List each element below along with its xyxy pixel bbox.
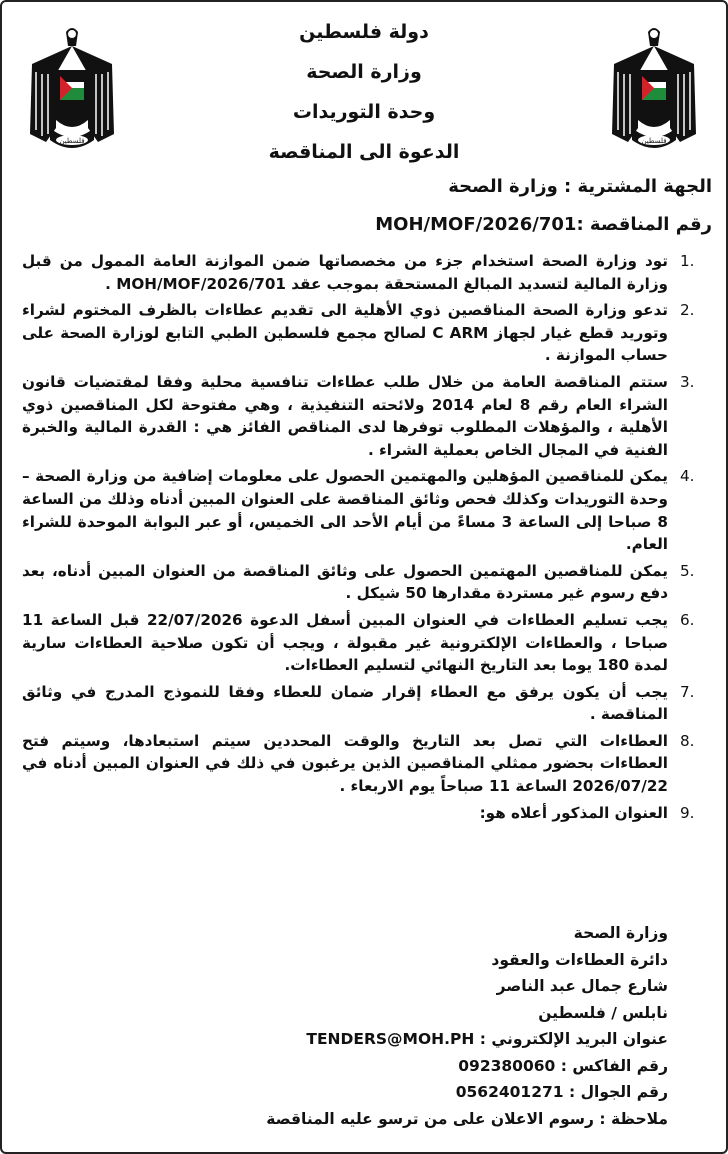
address-fax-row	[16, 1053, 668, 1080]
list-item	[16, 371, 712, 461]
list-item	[16, 250, 712, 295]
email-label: عنوان البريد الإلكتروني :	[479, 1030, 668, 1048]
item-number: .9	[680, 803, 695, 822]
tender-number: رقم المناقصة :MOH/MOF/2026/701	[375, 214, 712, 235]
header-unit: وحدة التوريدات	[292, 101, 436, 123]
item-text: يجب تسليم العطاءات في العنوان المبين أسفل الدعوة 22/07/2026 قبل الساعة 11 صباحا ، والعطاءات الإلكترونية غير مقبولة ، ويجب أن تكون صلاحية العطاءات سارية لمدة 180 يوما بعد التاريخ النهائي لتسليم العطاءات.	[22, 610, 668, 675]
item-number: .6	[680, 610, 695, 629]
address-street: شارع جمال عبد الناصر	[496, 977, 668, 995]
mobile-label: رقم الجوال :	[568, 1083, 668, 1101]
item-number: .5	[680, 561, 695, 580]
email-link[interactable]: TENDERS@MOH.PH	[306, 1030, 475, 1048]
item-text: العطاءات التي تصل بعد التاريخ والوقت المحددين سيتم استبعادها، وسيتم فتح العطاءات بحضور ممثلي المناقصين الذين يرغبون في ذلك في العنوان المبين أدناه في 2026/07/22 الساعة 11 صباحاً يوم الاربعاء .	[22, 731, 668, 796]
item-number: .4	[680, 467, 695, 486]
item-number: .7	[680, 682, 695, 701]
address-city: نابلس / فلسطين	[538, 1003, 668, 1022]
list-item	[16, 730, 712, 798]
item-text: العنوان المذكور أعلاه هو:	[479, 803, 668, 822]
item-number: .3	[680, 372, 695, 391]
list-item	[16, 465, 712, 555]
contact-address	[16, 920, 668, 1132]
header-ministry: وزارة الصحة	[306, 61, 422, 83]
item-text: تود وزارة الصحة استخدام جزء من مخصصاتها ضمن الموازنة العامة الممول من قبل وزارة المالية لتسديد المبالغ المستحقة بموجب عقد MOH/MOF/2026/701 .	[22, 252, 668, 293]
address-mobile-row	[16, 1079, 668, 1106]
address-ministry: وزارة الصحة	[573, 924, 668, 942]
list-item	[16, 299, 712, 367]
tender-items-list	[16, 250, 712, 828]
list-item	[16, 681, 712, 726]
item-text: يجب أن يكون يرفق مع العطاء إقرار ضمان للعطاء وفقا للنموذج المدرج في وثائق المناقصة .	[22, 682, 668, 724]
item-text: تدعو وزارة الصحة المناقصين ذوي الأهلية الى تقديم عطاءات بالظرف المختوم لشراء وتوريد قطع غيار لجهاز C ARM لصالح مجمع فلسطين الطبي التابع لوزارة الصحة على حساب الموازنة .	[22, 301, 668, 365]
purchasing-agency: الجهة المشترية : وزارة الصحة	[448, 176, 712, 197]
mobile-number: 0562401271	[455, 1083, 564, 1101]
emblem-caption: فلسطين	[641, 137, 667, 145]
fax-label: رقم الفاكس :	[560, 1056, 668, 1075]
item-text: ستتم المناقصة العامة من خلال طلب عطاءات تنافسية محلية وفقا لمقتضيات قانون الشراء العام رقم 8 لعام 2014 ولائحته التنفيذية ، وهي مفتوحة لكل المناقصين ذوي الأهلية ، والمؤهلات المطلوب توفرها لدى المناقص الفائز هي : القدرة المالية والخبرة الفنية في المجال الخاص بعملية الشراء .	[22, 372, 669, 459]
item-number: .2	[680, 301, 695, 320]
header-state: دولة فلسطين	[299, 21, 429, 43]
address-email-row	[16, 1026, 668, 1053]
address-department: دائرة العطاءات والعقود	[491, 950, 668, 969]
header-title: الدعوة الى المناقصة	[268, 141, 460, 163]
list-item	[16, 802, 712, 825]
notice-header	[2, 12, 726, 172]
item-text: يمكن للمناقصين المؤهلين والمهتمين الحصول على معلومات إضافية من وزارة الصحة – وحدة التوريدات وكذلك فحص وثائق المناقصة على العنوان المبين أدناه وذلك من الساعة 8 صباحا إلى الساعة 3 مساءً من أيام الأحد الى الخميس، أو عبر البوابة الموحدة للشراء العام.	[22, 467, 668, 554]
list-item	[16, 609, 712, 677]
emblem-caption: فلسطين	[59, 137, 85, 145]
fax-number: 092380060	[458, 1056, 556, 1075]
item-text: يمكن للمناقصين المهتمين الحصول على وثائق المناقصة من العنوان المبين أدناه، بعد دفع رسوم غير مستردة مقدارها 50 شيكل .	[22, 561, 668, 603]
item-number: .1	[680, 252, 695, 270]
list-item	[16, 560, 712, 605]
advertising-fees-note: ملاحظة : رسوم الاعلان على من ترسو عليه المناقصة	[266, 1109, 668, 1128]
item-number: .8	[680, 731, 695, 750]
